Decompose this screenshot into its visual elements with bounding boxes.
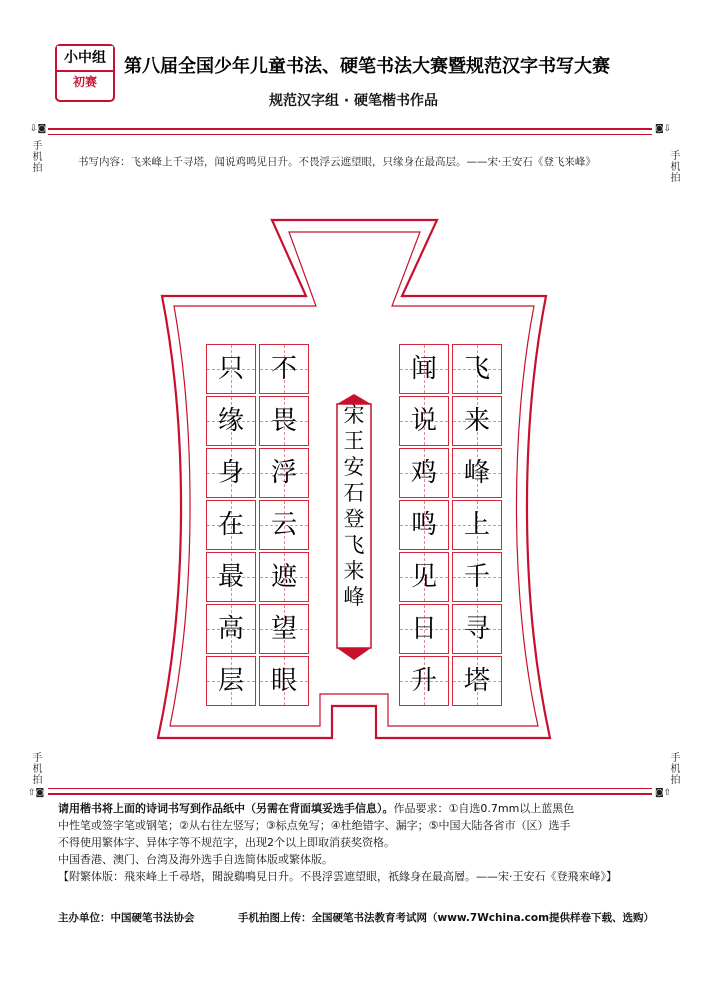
char: 升 xyxy=(410,666,437,696)
side-label-bottom-right: 手机拍 xyxy=(668,752,679,785)
char: 在 xyxy=(217,510,244,540)
char: 望 xyxy=(270,614,297,644)
char-cell xyxy=(452,344,502,394)
stage-label: 初赛 xyxy=(72,75,97,89)
char: 最 xyxy=(217,562,244,592)
char: 遮 xyxy=(270,562,297,592)
char-cell xyxy=(452,396,502,446)
req-line4: 中国香港、澳门、台湾及海外选手自选简体版或繁体版。 xyxy=(58,853,333,866)
char: 畏 xyxy=(270,406,297,436)
author-column xyxy=(339,402,369,654)
author-char: 登 xyxy=(343,507,365,531)
char: 浮 xyxy=(270,458,297,488)
side-label-bottom-left: 手机拍 xyxy=(30,752,41,785)
char: 上 xyxy=(463,510,490,540)
char: 日 xyxy=(410,614,437,644)
char: 高 xyxy=(217,614,244,644)
author-char: 宋 xyxy=(343,403,365,427)
char: 峰 xyxy=(463,458,490,488)
char-cell xyxy=(259,344,309,394)
char: 闻 xyxy=(410,354,437,384)
char-cell xyxy=(259,656,309,706)
char-cell xyxy=(452,448,502,498)
char-cell xyxy=(206,656,256,706)
req-line2: 中性笔或签字笔或钢笔；②从右往左竖写；③标点免写；④杜绝错字、漏字；⑤中国大陆各省市（区）选手 xyxy=(58,819,571,832)
char-cell xyxy=(206,604,256,654)
char: 来 xyxy=(463,406,490,436)
char: 千 xyxy=(463,562,490,592)
bottom-rule xyxy=(48,793,652,795)
char: 塔 xyxy=(463,666,490,696)
char: 说 xyxy=(410,406,437,436)
char-cell xyxy=(452,656,502,706)
organizer: 主办单位：中国硬笔书法协会 xyxy=(58,912,195,924)
char-cell xyxy=(259,396,309,446)
char-cell xyxy=(259,604,309,654)
char: 鸣 xyxy=(410,510,437,540)
download-camera-icon: ⇩◙ xyxy=(30,124,47,134)
bottom-rule-thin xyxy=(48,788,652,789)
group-label: 小中组 xyxy=(57,46,113,72)
char-cell xyxy=(399,604,449,654)
char-cell xyxy=(399,396,449,446)
writing-content: 书写内容：飞来峰上千寻塔，闻说鸡鸣见日升。不畏浮云遮望眼，只缘身在最高层。——宋·王安石《登飞来峰》 xyxy=(78,156,596,168)
upload-info: 手机拍图上传：全国硬笔书法教育考试网（www.7Wchina.com提供样卷下载、选购） xyxy=(238,912,655,924)
char: 身 xyxy=(217,458,244,488)
char-cell xyxy=(399,656,449,706)
author-char: 峰 xyxy=(343,585,365,609)
char-cell xyxy=(206,500,256,550)
requirements xyxy=(58,800,658,885)
char: 飞 xyxy=(463,354,490,384)
char-cell xyxy=(259,500,309,550)
char-cell xyxy=(259,552,309,602)
char: 不 xyxy=(270,354,297,384)
upload-camera-icon: ⇧◙ xyxy=(28,788,45,798)
char-cell xyxy=(399,500,449,550)
author-char: 安 xyxy=(343,455,365,479)
page-subtitle: 规范汉字组 · 硬笔楷书作品 xyxy=(268,93,439,109)
side-label-top-right: 手机拍 xyxy=(668,150,679,183)
side-label-top-left: 手机拍 xyxy=(30,140,41,173)
author-char: 来 xyxy=(343,559,365,583)
char-cell xyxy=(206,344,256,394)
author-char: 石 xyxy=(343,481,365,505)
author-char: 飞 xyxy=(343,533,365,557)
char-cell xyxy=(259,448,309,498)
camera-download-icon: ◙⇩ xyxy=(655,124,672,134)
char-cell xyxy=(452,552,502,602)
char: 层 xyxy=(217,666,244,696)
char-cell xyxy=(452,500,502,550)
char: 云 xyxy=(270,510,297,540)
camera-upload-icon: ◙⇧ xyxy=(655,788,672,798)
req-line3: 不得使用繁体字、异体字等不规范字，出现2个以上即取消获奖资格。 xyxy=(58,836,395,849)
char-cell xyxy=(399,448,449,498)
req-line5: 【附繁体版：飛來峰上千尋塔，聞說鷄鳴見日升。不畏浮雲遮望眼，祇緣身在最高層。——宋·王安石《登飛來峰》】 xyxy=(58,870,617,883)
char: 只 xyxy=(217,354,244,384)
char-cell xyxy=(399,344,449,394)
char: 寻 xyxy=(463,614,490,644)
char: 见 xyxy=(410,562,437,592)
req-lead: 请用楷书将上面的诗词书写到作品纸中（另需在背面填妥选手信息）。 xyxy=(58,802,394,815)
page-title: 第八届全国少年儿童书法、硬笔书法大赛暨规范汉字书写大赛 xyxy=(124,56,610,77)
char-cell xyxy=(206,448,256,498)
author-char: 王 xyxy=(343,429,365,453)
char: 缘 xyxy=(217,406,244,436)
char-cell xyxy=(399,552,449,602)
char: 鸡 xyxy=(410,458,437,488)
char-cell xyxy=(452,604,502,654)
req-line1: 作品要求：①自选0.7mm以上蓝黑色 xyxy=(393,802,575,815)
char-cell xyxy=(206,552,256,602)
char-cell xyxy=(206,396,256,446)
char: 眼 xyxy=(270,666,297,696)
